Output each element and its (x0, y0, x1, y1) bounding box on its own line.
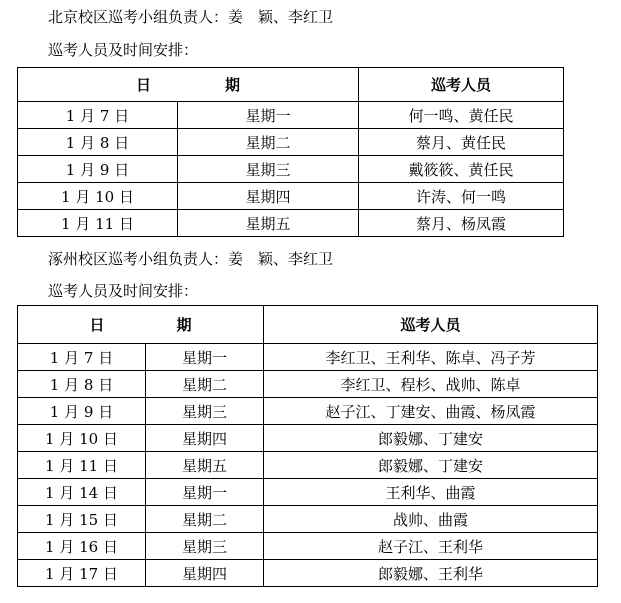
date-cell: 1 月 15 日 (18, 506, 146, 533)
staff-cell: 戴筱筱、黄任民 (359, 156, 564, 183)
staff-cell: 战帅、曲霞 (264, 506, 598, 533)
table-header-row (18, 68, 564, 102)
date-cell: 1 月 9 日 (18, 398, 146, 425)
weekday-cell: 星期五 (146, 452, 264, 479)
date-header-left: 日 (135, 76, 151, 94)
table-row (18, 398, 598, 425)
staff-cell: 王利华、曲霞 (264, 479, 598, 506)
table-row (18, 183, 564, 210)
date-cell: 1 月 7 日 (18, 102, 178, 129)
staff-cell: 赵子江、王利华 (264, 533, 598, 560)
staff-cell: 赵子江、丁建安、曲霞、杨凤霞 (264, 398, 598, 425)
table-header-row (18, 306, 598, 344)
date-column-header (18, 306, 264, 344)
table-row (18, 344, 598, 371)
table-row (18, 210, 564, 237)
table-row (18, 533, 598, 560)
date-cell: 1 月 14 日 (18, 479, 146, 506)
date-header-right: 期 (225, 76, 241, 94)
weekday-cell: 星期三 (146, 398, 264, 425)
weekday-cell: 星期一 (146, 479, 264, 506)
date-cell: 1 月 10 日 (18, 425, 146, 452)
weekday-cell: 星期一 (178, 102, 359, 129)
table-row (18, 156, 564, 183)
staff-cell: 郎毅娜、丁建安 (264, 425, 598, 452)
staff-cell: 蔡月、杨凤霞 (359, 210, 564, 237)
staff-cell: 李红卫、王利华、陈卓、冯子芳 (264, 344, 598, 371)
date-column-header (18, 68, 359, 102)
weekday-cell: 星期四 (146, 425, 264, 452)
date-cell: 1 月 10 日 (18, 183, 178, 210)
table-row (18, 425, 598, 452)
date-cell: 1 月 7 日 (18, 344, 146, 371)
table-row (18, 479, 598, 506)
weekday-cell: 星期三 (146, 533, 264, 560)
date-cell: 1 月 8 日 (18, 129, 178, 156)
staff-column-header: 巡考人员 (359, 68, 564, 102)
table-row (18, 452, 598, 479)
beijing-schedule-table (17, 67, 564, 237)
staff-cell: 郎毅娜、王利华 (264, 560, 598, 587)
weekday-cell: 星期二 (146, 371, 264, 398)
date-cell: 1 月 9 日 (18, 156, 178, 183)
weekday-cell: 星期二 (178, 129, 359, 156)
weekday-cell: 星期四 (146, 560, 264, 587)
staff-cell: 李红卫、程杉、战帅、陈卓 (264, 371, 598, 398)
weekday-cell: 星期四 (178, 183, 359, 210)
zhuozhou-leader-line: 涿州校区巡考小组负责人：姜 颖、李红卫 (48, 250, 334, 268)
staff-cell: 许涛、何一鸣 (359, 183, 564, 210)
beijing-schedule-line: 巡考人员及时间安排： (48, 41, 199, 59)
staff-cell: 郎毅娜、丁建安 (264, 452, 598, 479)
weekday-cell: 星期一 (146, 344, 264, 371)
table-row (18, 371, 598, 398)
date-cell: 1 月 17 日 (18, 560, 146, 587)
weekday-cell: 星期三 (178, 156, 359, 183)
table-row (18, 102, 564, 129)
date-cell: 1 月 11 日 (18, 210, 178, 237)
date-cell: 1 月 16 日 (18, 533, 146, 560)
staff-column-header: 巡考人员 (264, 306, 598, 344)
zhuozhou-schedule-line: 巡考人员及时间安排： (48, 282, 199, 300)
date-header-right: 期 (176, 316, 192, 334)
weekday-cell: 星期二 (146, 506, 264, 533)
table-row (18, 506, 598, 533)
beijing-leader-line: 北京校区巡考小组负责人：姜 颖、李红卫 (48, 8, 334, 26)
date-cell: 1 月 8 日 (18, 371, 146, 398)
staff-cell: 何一鸣、黄任民 (359, 102, 564, 129)
weekday-cell: 星期五 (178, 210, 359, 237)
staff-cell: 蔡月、黄任民 (359, 129, 564, 156)
date-cell: 1 月 11 日 (18, 452, 146, 479)
zhuozhou-schedule-table (17, 305, 598, 587)
table-row (18, 560, 598, 587)
date-header-left: 日 (89, 316, 105, 334)
table-row (18, 129, 564, 156)
